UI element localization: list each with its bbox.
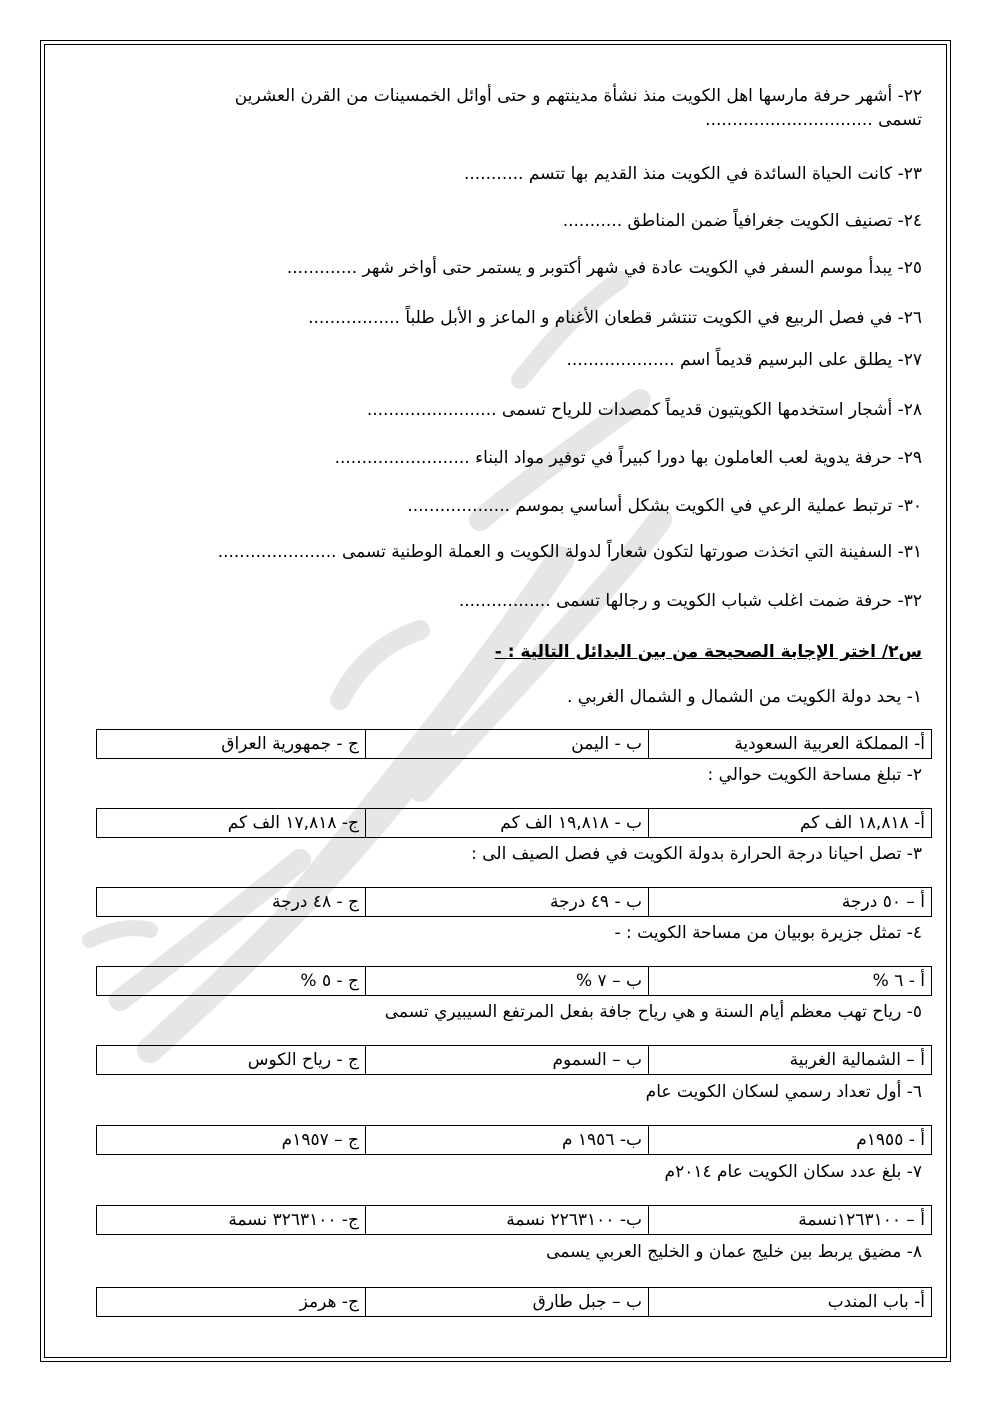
mcq-7-options <box>96 1205 932 1235</box>
mcq-1-options <box>96 729 932 759</box>
question-30: ٣٠- ترتبط عملية الرعي في الكويت بشكل أساسي بموسم ................... <box>407 496 922 516</box>
mcq-2-option-a: أ- ١٨,٨١٨ الف كم <box>649 809 932 838</box>
mcq-7-option-b: ب- ٢٢٦٣١٠٠ نسمة <box>366 1206 649 1235</box>
question-23: ٢٣- كانت الحياة السائدة في الكويت منذ القديم بها تتسم ........... <box>464 164 922 184</box>
mcq-2-option-c: ج- ١٧,٨١٨ الف كم <box>97 809 366 838</box>
mcq-4-question: ٤- تمثل جزيرة بوبيان من مساحة الكويت : - <box>614 923 922 943</box>
mcq-3-option-c: ج - ٤٨ درجة <box>97 888 366 917</box>
mcq-1-option-c: ج - جمهورية العراق <box>97 730 366 759</box>
mcq-8-options <box>96 1287 932 1317</box>
question-22-line1: ٢٢- أشهر حرفة مارسها اهل الكويت منذ نشأة مدينتهم و حتى أوائل الخمسينات من القرن العشرين <box>234 86 922 106</box>
mcq-7-question: ٧- بلغ عدد سكان الكويت عام ٢٠١٤م <box>664 1162 922 1182</box>
mcq-8-option-b: ب – جبل طارق <box>366 1288 649 1317</box>
mcq-3-option-a: أ – ٥٠ درجة <box>649 888 932 917</box>
mcq-8-option-c: ج- هرمز <box>97 1288 366 1317</box>
mcq-6-question: ٦- أول تعداد رسمي لسكان الكويت عام <box>645 1082 922 1102</box>
mcq-4-option-c: ج - ٥ % <box>97 967 366 996</box>
question-26: ٢٦- في فصل الربيع في الكويت تنتشر قطعان الأغنام و الماعز و الأبل طلباً ................. <box>308 308 922 328</box>
question-31: ٣١- السفينة التي اتخذت صورتها لتكون شعاراً لدولة الكويت و العملة الوطنية تسمى ...................... <box>217 542 922 562</box>
mcq-2-options <box>96 808 932 838</box>
mcq-5-option-b: ب – السموم <box>366 1046 649 1075</box>
mcq-1-question: ١- يحد دولة الكويت من الشمال و الشمال الغربي . <box>566 687 922 707</box>
worksheet-content <box>70 0 925 1403</box>
question-22 <box>102 84 922 132</box>
question-28: ٢٨- أشجار استخدمها الكويتيون قديماً كمصدات للرياح تسمى ........................ <box>366 400 922 420</box>
mcq-5-options <box>96 1045 932 1075</box>
question-22-line2: تسمى ............................... <box>705 110 922 130</box>
mcq-6-option-b: ب- ١٩٥٦ م <box>366 1126 649 1155</box>
mcq-2-question: ٢- تبلغ مساحة الكويت حوالي : <box>707 765 922 785</box>
mcq-4-option-b: ب – ٧ % <box>366 967 649 996</box>
section-2-heading: س٢/ اختر الإجابة الصحيحة من بين البدائل التالية : - <box>494 642 922 662</box>
mcq-3-options <box>96 887 932 917</box>
mcq-8-option-a: أ- باب المندب <box>649 1288 932 1317</box>
question-29: ٢٩- حرفة يدوية لعب العاملون بها دورا كبيراً في توفير مواد البناء ......................... <box>334 448 922 468</box>
mcq-3-option-b: ب - ٤٩ درجة <box>366 888 649 917</box>
question-32: ٣٢- حرفة ضمت اغلب شباب الكويت و رجالها تسمى ................. <box>458 591 922 611</box>
mcq-1-option-b: ب - اليمن <box>366 730 649 759</box>
mcq-1-option-a: أ- المملكة العربية السعودية <box>649 730 932 759</box>
question-27: ٢٧- يطلق على البرسيم قديماً اسم .................... <box>566 350 922 370</box>
question-24: ٢٤- تصنيف الكويت جغرافياً ضمن المناطق ........... <box>562 211 922 231</box>
mcq-4-option-a: أ - ٦ % <box>649 967 932 996</box>
mcq-5-question: ٥- رياح تهب معظم أيام السنة و هي رياح جافة بفعل المرتفع السيبيري تسمى <box>384 1002 922 1022</box>
mcq-6-options <box>96 1125 932 1155</box>
mcq-3-question: ٣- تصل احيانا درجة الحرارة بدولة الكويت في فصل الصيف الى : <box>471 844 922 864</box>
question-25: ٢٥- يبدأ موسم السفر في الكويت عادة في شهر أكتوبر و يستمر حتى أواخر شهر ............. <box>286 258 922 278</box>
mcq-8-question: ٨- مضيق يربط بين خليج عمان و الخليج العربي يسمى <box>546 1242 922 1262</box>
mcq-7-option-a: أ – ١٢٦٣١٠٠نسمة <box>649 1206 932 1235</box>
mcq-4-options <box>96 966 932 996</box>
mcq-2-option-b: ب - ١٩,٨١٨ الف كم <box>366 809 649 838</box>
mcq-6-option-a: أ - ١٩٥٥م <box>649 1126 932 1155</box>
mcq-5-option-c: ج - رياح الكوس <box>97 1046 366 1075</box>
mcq-7-option-c: ج- ٣٢٦٣١٠٠ نسمة <box>97 1206 366 1235</box>
mcq-5-option-a: أ – الشمالية الغربية <box>649 1046 932 1075</box>
mcq-6-option-c: ج – ١٩٥٧م <box>97 1126 366 1155</box>
